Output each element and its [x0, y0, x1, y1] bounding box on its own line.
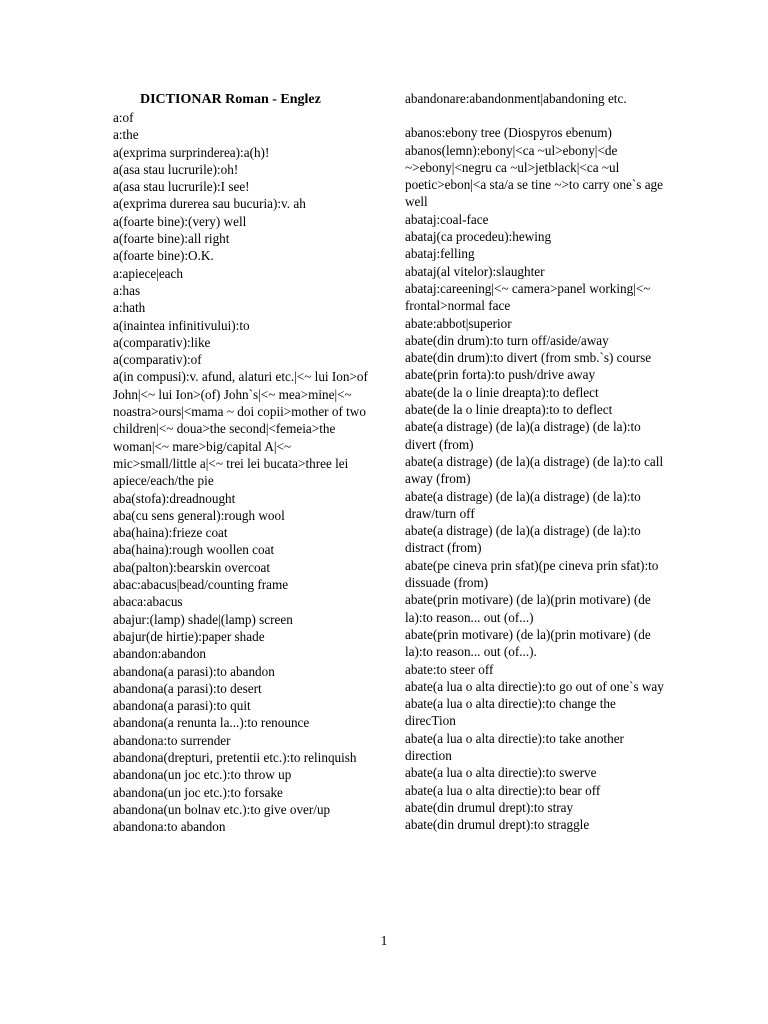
dictionary-entry: a:the	[113, 127, 139, 143]
dictionary-entry: abandonare:abandonment|abandoning etc.	[405, 91, 627, 106]
dictionary-entry: abandona:to abandon	[113, 819, 226, 835]
dictionary-entry: abataj(al vitelor):slaughter	[405, 263, 545, 279]
dictionary-entry: abajur(de hirtie):paper shade	[113, 628, 265, 644]
dictionary-entry: a(comparativ):of	[113, 352, 202, 368]
dictionary-entry: abate(a lua o alta directie):to take another direction	[405, 730, 624, 763]
dictionary-entry: abandona(un joc etc.):to forsake	[113, 784, 283, 800]
dictionary-entry: abandona(un bolnav etc.):to give over/up	[113, 801, 331, 817]
dictionary-entry: abate(din drumul drept):to stray	[405, 799, 574, 815]
dictionary-entry: abandona(a parasi):to abandon	[113, 663, 275, 679]
dictionary-entry: abandona(un joc etc.):to throw up	[113, 767, 292, 783]
dictionary-entry: abandona:to surrender	[113, 732, 231, 748]
right-column	[405, 90, 667, 833]
dictionary-entry: abate(a distrage) (de la)(a distrage) (de la):to distract (from)	[405, 523, 641, 556]
dictionary-entry: aba(haina):frieze coat	[113, 525, 228, 541]
dictionary-entry: abate:abbot|superior	[405, 315, 512, 331]
dictionary-entry: a:of	[113, 110, 134, 125]
dictionary-entry: abataj:careening|<~ camera>panel working|<~ frontal>normal face	[405, 280, 651, 314]
dictionary-entry: abataj:coal-face	[405, 211, 489, 227]
dictionary-entry: abate(de la o linie dreapta):to deflect	[405, 384, 599, 400]
dictionary-entry: abate(a lua o alta directie):to change the direcTion	[405, 696, 616, 729]
dictionary-entry: a(asa stau lucrurile):I see!	[113, 179, 250, 195]
dictionary-entry: aba(palton):bearskin overcoat	[113, 559, 271, 575]
left-column	[113, 90, 375, 835]
dictionary-entry: abandon:abandon	[113, 646, 207, 662]
right-entries-list	[405, 124, 667, 833]
dictionary-entry: abac:abacus|bead/counting frame	[113, 577, 289, 593]
dictionary-entry: a(inaintea infinitivului):to	[113, 317, 250, 333]
dictionary-entry: a(foarte bine):(very) well	[113, 213, 247, 229]
dictionary-entry: abandona(a parasi):to desert	[113, 680, 262, 696]
dictionary-entry: abate(de la o linie dreapta):to to deflect	[405, 402, 613, 418]
dictionary-entry: abataj(ca procedeu):hewing	[405, 229, 552, 245]
dictionary-entry: a(exprima durerea sau bucuria):v. ah	[113, 196, 306, 212]
entry-gap	[405, 107, 667, 124]
dictionary-entry: abate(a lua o alta directie):to go out of one`s way	[405, 678, 664, 694]
dictionary-entry: abate(a distrage) (de la)(a distrage) (de la):to divert (from)	[405, 419, 641, 452]
dictionary-entry: abate(a lua o alta directie):to swerve	[405, 765, 597, 781]
dictionary-entry: abate(prin forta):to push/drive away	[405, 367, 596, 383]
document-title: DICTIONAR Roman - Englez	[140, 92, 321, 107]
dictionary-entry: abate(a distrage) (de la)(a distrage) (de la):to call away (from)	[405, 453, 664, 487]
dictionary-entry: a:has	[113, 282, 141, 298]
right-top-entries-list	[405, 90, 667, 107]
dictionary-entry: abataj:felling	[405, 246, 475, 262]
dictionary-entry: a(comparativ):like	[113, 334, 211, 350]
dictionary-entry: a(exprima surprinderea):a(h)!	[113, 144, 270, 160]
dictionary-entry: a(foarte bine):all right	[113, 231, 230, 247]
dictionary-entry: abaca:abacus	[113, 594, 183, 610]
dictionary-entry: aba(haina):rough woollen coat	[113, 542, 275, 558]
dictionary-entry: abate(prin motivare) (de la)(prin motivare) (de la):to reason... out (of...).	[405, 626, 651, 660]
dictionary-entry: aba(cu sens general):rough wool	[113, 507, 285, 523]
left-entries-list	[113, 109, 375, 835]
dictionary-entry: abate(prin motivare) (de la)(prin motivare) (de la):to reason... out (of...)	[405, 592, 651, 625]
dictionary-entry: abate:to steer off	[405, 661, 494, 677]
dictionary-entry: a:hath	[113, 300, 146, 316]
dictionary-entry: abajur:(lamp) shade|(lamp) screen	[113, 611, 293, 627]
dictionary-entry: abate(din drum):to divert (from smb.`s) course	[405, 350, 652, 366]
dictionary-entry: aba(stofa):dreadnought	[113, 490, 236, 506]
dictionary-entry: abanos:ebony tree (Diospyros ebenum)	[405, 125, 612, 141]
dictionary-entry: a(in compusi):v. afund, alaturi etc.|<~ lui Ion>of John|<~ lui Ion>(of) John`s|<~ mea>mine|<~ noastra>ours|<mama ~ doi copii>mother of two children|<~ doua>the second|<femeia>the woman|<~ mare>big/capital A|<~ mic>small/little a|<~ trei lei bucata>three lei apiece/each/the pie	[113, 369, 368, 489]
dictionary-entry: abandona(a renunta la...):to renounce	[113, 715, 310, 731]
dictionary-entry: a(asa stau lucrurile):oh!	[113, 161, 239, 177]
dictionary-entry: abate(a lua o alta directie):to bear off	[405, 782, 601, 798]
dictionary-entry: abate(a distrage) (de la)(a distrage) (de la):to draw/turn off	[405, 488, 641, 521]
dictionary-entry: a:apiece|each	[113, 265, 183, 281]
dictionary-entry: abate(din drum):to turn off/aside/away	[405, 332, 609, 348]
dictionary-entry: a(foarte bine):O.K.	[113, 248, 214, 264]
dictionary-entry: abandona(a parasi):to quit	[113, 698, 251, 714]
page-number: 1	[380, 933, 388, 948]
dictionary-entry: abate(pe cineva prin sfat)(pe cineva prin sfat):to dissuade (from)	[405, 557, 659, 591]
dictionary-entry: abandona(drepturi, pretentii etc.):to relinquish	[113, 749, 357, 765]
dictionary-entry: abate(din drumul drept):to straggle	[405, 817, 590, 833]
dictionary-entry: abanos(lemn):ebony|<ca ~ul>ebony|<de ~>ebony|<negru ca ~ul>jetblack|<ca ~ul poetic>ebon|<a sta/a se tine ~>to carry one`s age well	[405, 142, 664, 210]
